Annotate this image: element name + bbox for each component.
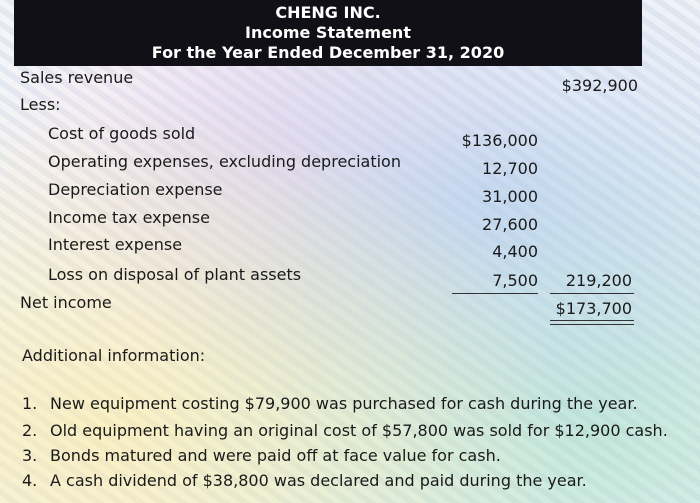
expense-label: Income tax expense (48, 208, 210, 227)
net-income-label: Net income (20, 293, 112, 312)
additional-info-item (22, 446, 501, 465)
expense-label: Depreciation expense (48, 180, 223, 199)
statement-header (14, 0, 642, 66)
expense-label: Operating expenses, excluding depreciation (48, 152, 401, 171)
sales-revenue-amount: $392,900 (561, 76, 638, 95)
expense-amount: 31,000 (482, 187, 538, 206)
item-text: A cash dividend of $38,800 was declared and paid during the year. (50, 471, 587, 490)
expense-label: Loss on disposal of plant assets (48, 265, 302, 284)
total-expenses-amount: 219,200 (565, 271, 632, 290)
additional-info-item (22, 394, 638, 413)
net-income-double-rule (550, 320, 634, 325)
item-number: 4. (22, 471, 38, 490)
item-number: 2. (22, 421, 38, 440)
subtotal-rule (452, 293, 538, 294)
statement-title: Income Statement (245, 23, 411, 42)
item-text: Old equipment having an original cost of $57,800 was sold for $12,900 cash. (50, 421, 668, 440)
item-text: New equipment costing $79,900 was purchased for cash during the year. (50, 394, 638, 413)
total-rule (550, 293, 634, 294)
sales-revenue-label: Sales revenue (20, 68, 134, 87)
net-income-amount: $173,700 (555, 299, 632, 318)
expense-amount: 12,700 (482, 159, 538, 178)
additional-info-item (22, 421, 668, 440)
additional-info-item (22, 471, 587, 490)
company-name: CHENG INC. (275, 3, 381, 22)
expense-label: Cost of goods sold (48, 124, 196, 143)
item-text: Bonds matured and were paid off at face value for cash. (50, 446, 501, 465)
statement-period: For the Year Ended December 31, 2020 (151, 43, 505, 62)
additional-info-title: Additional information: (22, 346, 206, 365)
item-number: 3. (22, 446, 38, 465)
less-label: Less: (20, 95, 61, 114)
expense-amount: 27,600 (482, 215, 538, 234)
expense-amount: 4,400 (492, 242, 538, 261)
expense-label: Interest expense (48, 235, 183, 254)
item-number: 1. (22, 394, 38, 413)
expense-amount: $136,000 (461, 131, 538, 150)
expense-amount: 7,500 (492, 271, 538, 290)
